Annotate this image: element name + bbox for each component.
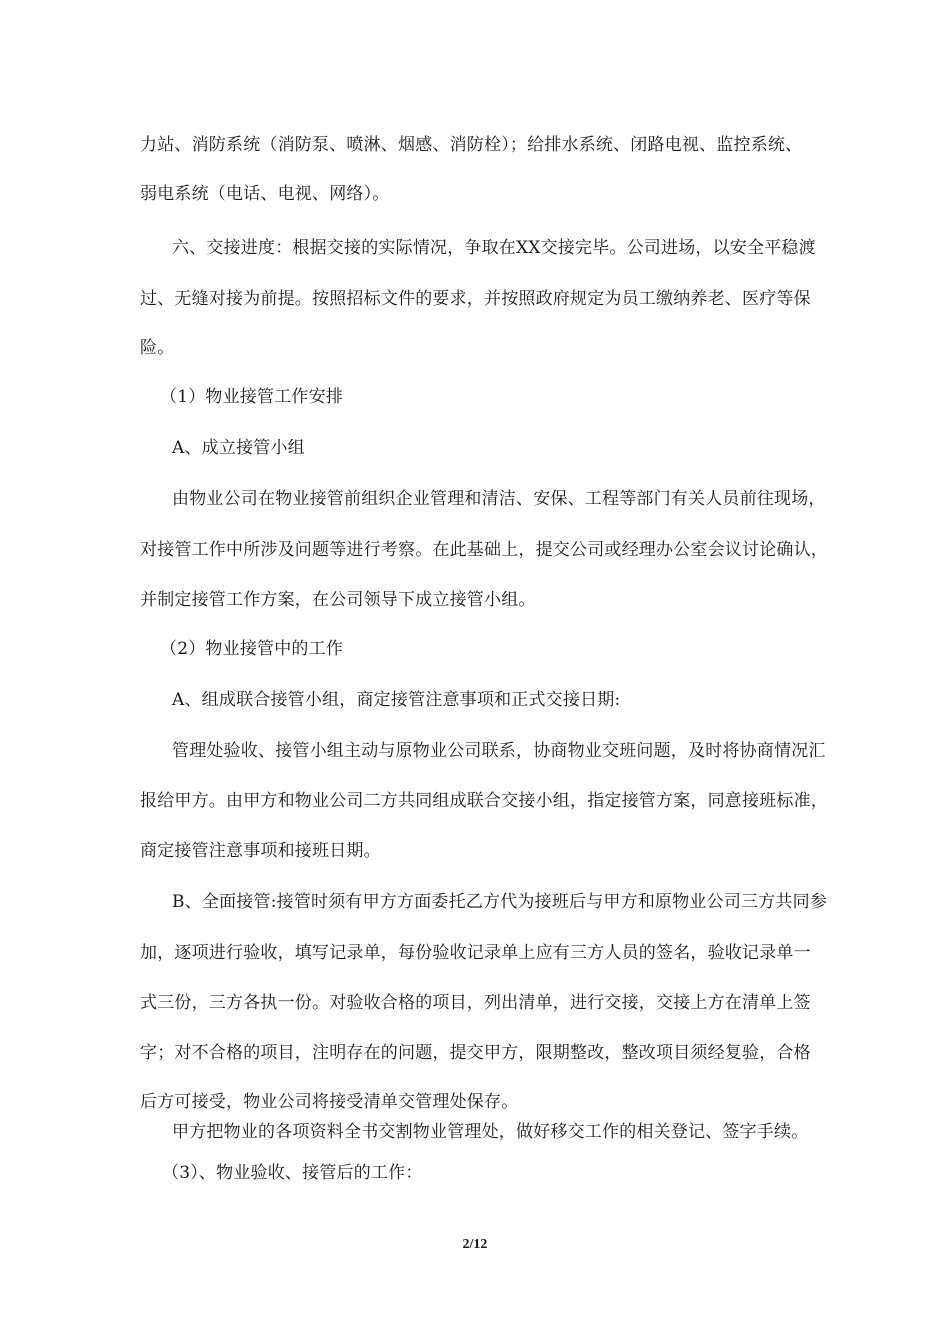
text-line: 加，逐项进行验收，填写记录单，每份验收记录单上应有三方人员的签名，验收记录单一 xyxy=(140,943,811,963)
text-line: 力站、消防系统（消防泵、喷淋、烟感、消防栓）；给排水系统、闭路电视、监控系统、 xyxy=(140,135,803,155)
text-line: 并制定接管工作方案，在公司领导下成立接管小组。 xyxy=(140,590,536,610)
text-line: 商定接管注意事项和接班日期。 xyxy=(140,841,381,861)
section-heading: （2）物业接管中的工作 xyxy=(160,639,344,659)
text-line: B、全面接管:接管时须有甲方方面委托乙方代为接班后与甲方和原物业公司三方共同参 xyxy=(172,892,828,912)
text-line: 弱电系统（电话、电视、网络）。 xyxy=(140,184,390,204)
section-heading: （3）、物业验收、接管后的工作： xyxy=(162,1163,423,1183)
text-line: 字；对不合格的项目，注明存在的问题，提交甲方，限期整改，整改项目须经复验，合格 xyxy=(140,1043,811,1063)
subsection-heading: A、组成联合接管小组，商定接管注意事项和正式交接日期: xyxy=(172,690,621,710)
text-line: 六、交接进度：根据交接的实际情况，争取在XX交接完毕。公司进场，以安全平稳渡 xyxy=(172,238,816,258)
text-line: 险。 xyxy=(140,338,175,358)
section-heading: （1）物业接管工作安排 xyxy=(160,387,344,407)
text-line: 管理处验收、接管小组主动与原物业公司联系，协商物业交班问题，及时将协商情况汇 xyxy=(172,741,826,761)
page-number: 2/12 xyxy=(462,1237,488,1252)
subsection-heading: A、成立接管小组 xyxy=(172,438,305,458)
text-line: 后方可接受，物业公司将接受清单交管理处保存。 xyxy=(140,1092,519,1112)
text-line: 对接管工作中所涉及问题等进行考察。在此基础上，提交公司或经理办公室会议讨论确认， xyxy=(140,540,828,560)
text-line: 甲方把物业的各项资料全书交割物业管理处，做好移交工作的相关登记、签字手续。 xyxy=(172,1122,809,1142)
text-line: 由物业公司在物业接管前组织企业管理和清洁、安保、工程等部门有关人员前往现场， xyxy=(172,489,826,509)
text-line: 过、无缝对接为前提。按照招标文件的要求，并按照政府规定为员工缴纳养老、医疗等保 xyxy=(140,289,811,309)
text-line: 式三份，三方各执一份。对验收合格的项目，列出清单，进行交接，交接上方在清单上签 xyxy=(140,993,811,1013)
text-line: 报给甲方。由甲方和物业公司二方共同组成联合交接小组，指定接管方案，同意接班标准， xyxy=(140,791,828,811)
